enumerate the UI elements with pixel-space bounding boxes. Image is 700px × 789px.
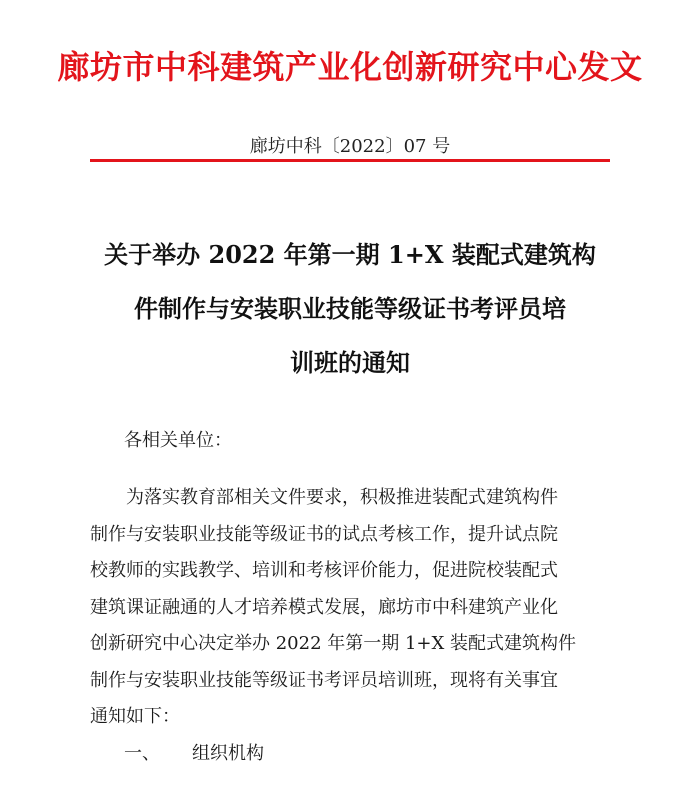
body-line-5: 创新研究中心决定举办 2022 年第一期 1+X 装配式建筑构件 bbox=[90, 633, 577, 654]
body-line-6: 制作与安装职业技能等级证书考评员培训班，现将有关事宜 bbox=[90, 669, 558, 691]
body-paragraph bbox=[90, 480, 610, 736]
notice-title-line-2: 件制作与安装职业技能等级证书考评员培 bbox=[134, 294, 566, 323]
section-heading-1 bbox=[124, 739, 264, 765]
notice-title bbox=[95, 228, 605, 390]
section-number: 一、 bbox=[124, 743, 160, 764]
notice-title-line-1: 关于举办 2022 年第一期 1+X 装配式建筑构 bbox=[104, 240, 596, 269]
body-line-2: 制作与安装职业技能等级证书的试点考核工作，提升试点院 bbox=[90, 523, 558, 545]
notice-title-line-3: 训班的通知 bbox=[290, 348, 410, 377]
body-line-4: 建筑课证融通的人才培养模式发展，廊坊市中科建筑产业化 bbox=[90, 596, 558, 618]
issuer-header-title: 廊坊市中科建筑产业化创新研究中心发文 bbox=[57, 48, 643, 86]
body-line-1: 为落实教育部相关文件要求，积极推进装配式建筑构件 bbox=[126, 487, 558, 508]
document-number: 廊坊中科〔2022〕07 号 bbox=[249, 136, 451, 157]
red-divider-line bbox=[90, 159, 610, 162]
body-line-3: 校教师的实践教学、培训和考核评价能力，促进院校装配式 bbox=[90, 560, 558, 581]
body-line-7: 通知如下： bbox=[90, 706, 180, 727]
section-label: 组织机构 bbox=[192, 743, 264, 764]
salutation: 各相关单位： bbox=[124, 430, 232, 451]
